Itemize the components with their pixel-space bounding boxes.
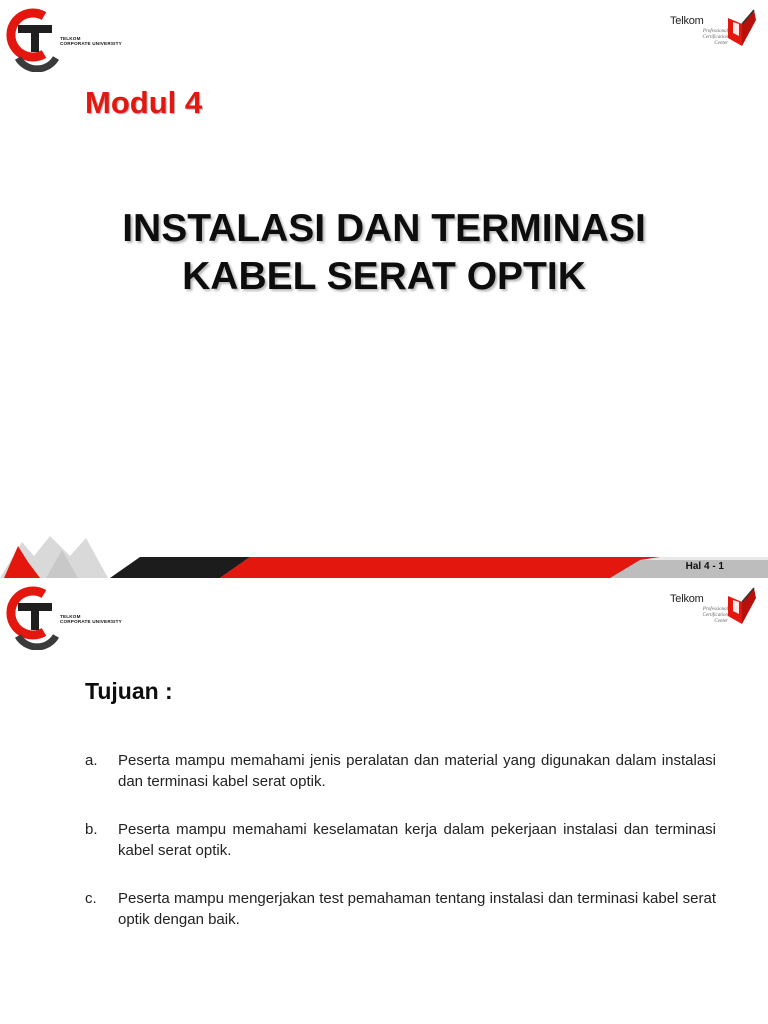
list-item-text: Peserta mampu memahami keselamatan kerja dalam pekerjaan instalasi dan terminasi kabel serat optik. <box>118 821 716 859</box>
list-marker: c. <box>85 890 97 907</box>
list-marker: b. <box>85 821 98 838</box>
telkom-sub-line3: Center <box>714 619 728 624</box>
telkom-ribbon-icon <box>724 6 758 50</box>
list-item <box>85 750 716 792</box>
tcu-logo-icon <box>4 8 64 72</box>
telkom-sub-line1: Professional <box>702 607 728 612</box>
telkom-pcc-logo <box>666 584 758 628</box>
footer-band <box>0 522 768 578</box>
list-marker: a. <box>85 752 98 769</box>
objectives-list <box>85 750 716 957</box>
telkom-sub-line3: Center <box>714 41 728 46</box>
title-line-1: INSTALASI DAN TERMINASI <box>122 207 646 250</box>
footer-red-stripe <box>220 557 660 578</box>
page-number: Hal 4 - 1 <box>685 561 724 572</box>
telkom-ribbon-icon <box>724 584 758 628</box>
list-item <box>85 888 716 930</box>
list-item-text: Peserta mampu mengerjakan test pemahaman tentang instalasi dan terminasi kabel serat optik dengan baik. <box>118 890 716 928</box>
tcu-logo-icon <box>4 586 64 650</box>
slide-2 <box>0 578 768 1024</box>
telkom-logo-word: Telkom <box>670 593 704 605</box>
list-item-text: Peserta mampu memahami jenis peralatan dan material yang digunakan dalam instalasi dan terminasi kabel serat optik. <box>118 752 716 790</box>
telkom-sub-line2: Certification <box>702 613 728 618</box>
telkom-sub-line1: Professional <box>702 29 728 34</box>
telkom-logo-word: Telkom <box>670 15 704 27</box>
tcu-text-line1: TELKOM <box>60 614 81 619</box>
title-line-2: KABEL SERAT OPTIK <box>182 255 586 298</box>
page-title <box>0 205 768 301</box>
list-item <box>85 819 716 861</box>
telkom-corporate-university-logo <box>4 8 126 72</box>
tcu-logo-text <box>60 614 122 625</box>
telkom-corporate-university-logo <box>4 586 126 650</box>
tcu-text-line2: CORPORATE UNIVERSITY <box>60 41 122 47</box>
module-label: Modul 4 <box>85 85 203 120</box>
tcu-text-line2: CORPORATE UNIVERSITY <box>60 619 122 625</box>
telkom-pcc-logo <box>666 6 758 50</box>
section-heading: Tujuan : <box>85 678 173 704</box>
tcu-logo-text <box>60 36 122 47</box>
tcu-text-line1: TELKOM <box>60 36 81 41</box>
telkom-sub-line2: Certification <box>702 35 728 40</box>
